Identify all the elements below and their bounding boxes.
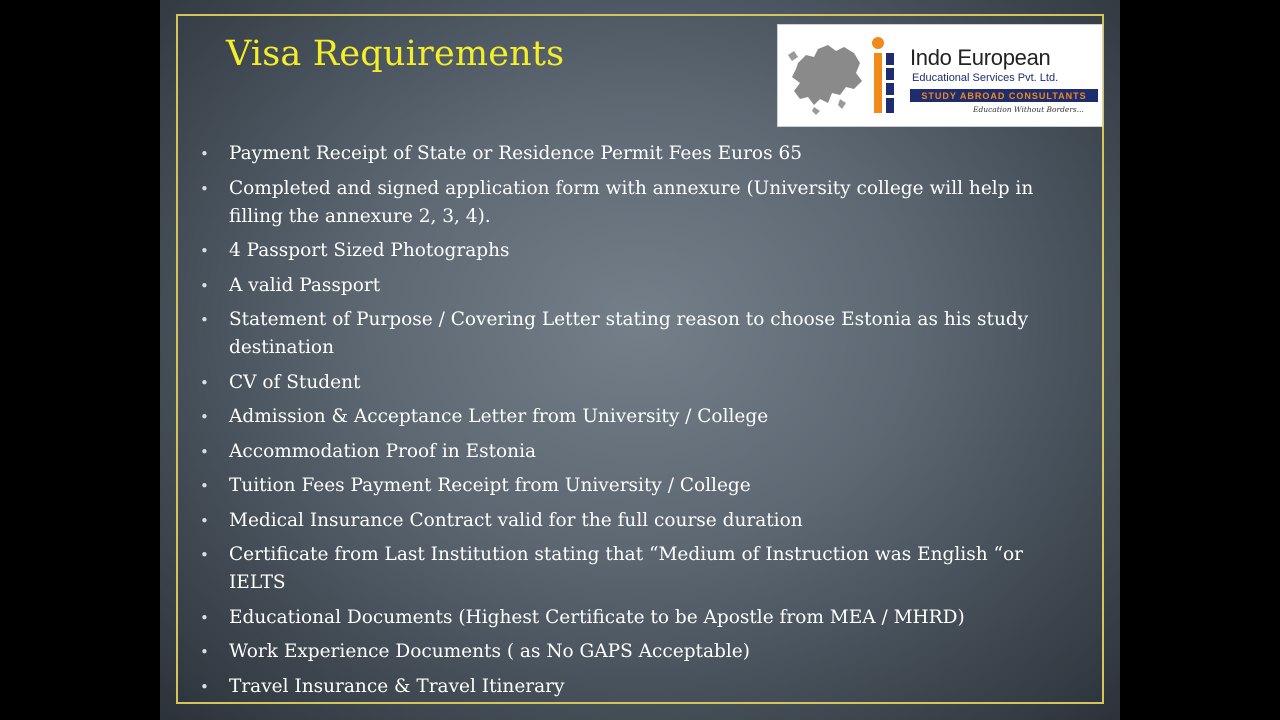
list-item: • Payment Receipt of State or Residence Permit Fees Euros 65 — [200, 140, 1049, 168]
list-item: • Certificate from Last Institution stating that “Medium of Instruction was English “or IELTS — [200, 541, 1049, 597]
logo-company-name: Indo European — [910, 45, 1051, 70]
list-item: • CV of Student — [200, 369, 1049, 397]
logo-banner: STUDY ABROAD CONSULTANTS — [910, 89, 1098, 102]
logo-i-mark-icon — [866, 35, 906, 117]
europe-map-icon — [784, 33, 868, 119]
slide — [160, 0, 1120, 720]
list-item: • Admission & Acceptance Letter from University / College — [200, 403, 1049, 431]
requirements-list — [200, 140, 1080, 707]
list-item: • 4 Passport Sized Photographs — [200, 237, 1049, 265]
list-item: • Statement of Purpose / Covering Letter stating reason to choose Estonia as his study destination — [200, 306, 1049, 362]
list-item: • Travel Insurance & Travel Itinerary — [200, 673, 1049, 701]
list-item: • Tuition Fees Payment Receipt from University / College — [200, 472, 1049, 500]
slide-title: Visa Requirements — [226, 34, 565, 74]
list-item: • Educational Documents (Highest Certificate to be Apostle from MEA / MHRD) — [200, 604, 1049, 632]
company-logo — [777, 24, 1103, 127]
list-item: • Medical Insurance Contract valid for the full course duration — [200, 507, 1049, 535]
list-item: • Accommodation Proof in Estonia — [200, 438, 1049, 466]
logo-tagline: Education Without Borders... — [973, 105, 1084, 114]
logo-company-subtitle: Educational Services Pvt. Ltd. — [912, 72, 1059, 84]
list-item: • A valid Passport — [200, 272, 1049, 300]
list-item: • Work Experience Documents ( as No GAPS Acceptable) — [200, 638, 1049, 666]
list-item: • Completed and signed application form with annexure (University college will help in filling the annexure 2, 3, 4). — [200, 175, 1049, 231]
